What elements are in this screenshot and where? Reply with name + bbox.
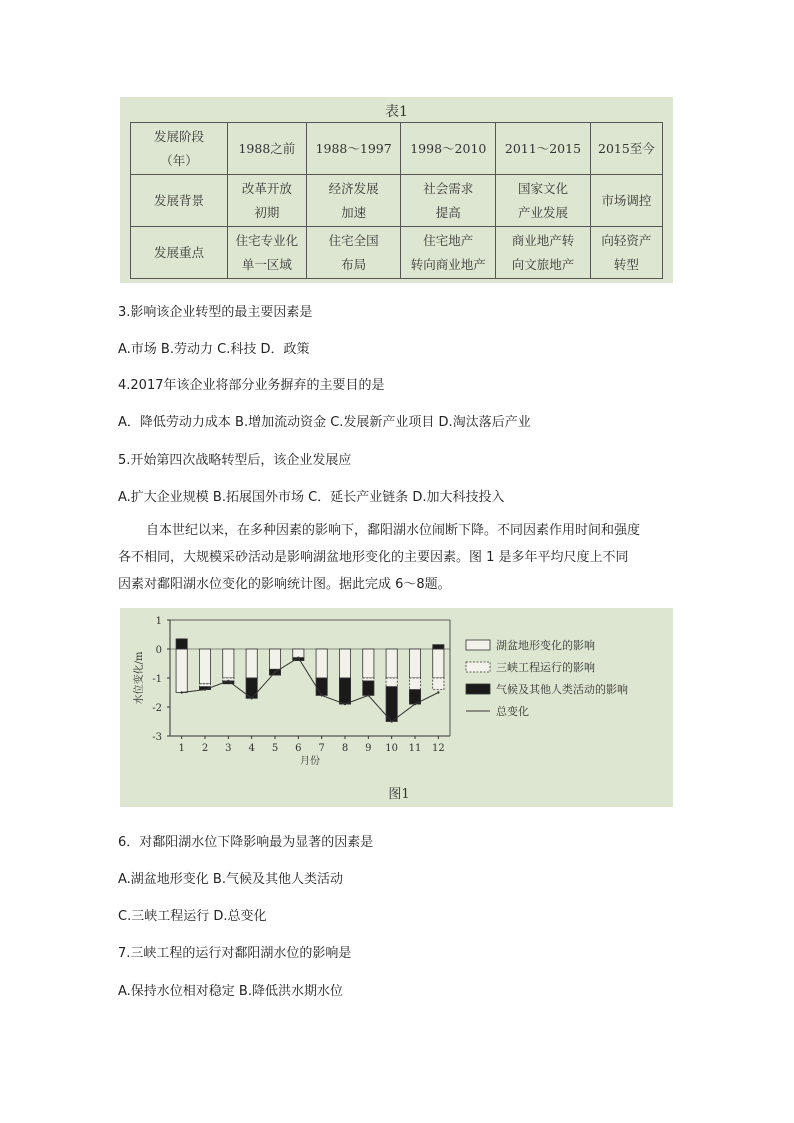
x-tick-label: 5: [271, 743, 279, 754]
table-header-stage: [131, 123, 228, 175]
passage: [118, 517, 678, 598]
table1: [130, 122, 663, 279]
x-tick-label: 1: [178, 743, 185, 754]
question-5-stem: 5.开始第四次战略转型后，该企业发展应: [118, 453, 352, 468]
bar-1: [269, 649, 280, 669]
row-label: 发展背景: [131, 175, 228, 227]
period-cell: 2015至今: [590, 123, 662, 175]
x-tick-label: 7: [318, 743, 325, 754]
passage-line: 因素对鄱阳湖水位变化的影响统计图。据此完成 6～8题。: [118, 577, 451, 592]
y-tick-label: -1: [152, 674, 162, 685]
legend-swatch: [466, 662, 490, 672]
cell-line: 转型: [613, 256, 639, 272]
bar-3: [339, 678, 350, 704]
table-cell: [228, 175, 307, 227]
total-change-point: [180, 691, 182, 693]
x-tick-label: 2: [201, 743, 209, 754]
total-change-point: [227, 680, 229, 682]
question-6-stem: 6．对鄱阳湖水位下降影响最为显著的因素是: [118, 835, 374, 850]
period-cell: 1988之前: [228, 123, 307, 175]
bar-1: [223, 649, 234, 678]
cell-line: 市场调控: [601, 192, 652, 208]
total-change-point: [297, 657, 299, 659]
x-tick-label: 12: [431, 743, 445, 754]
cell-line: 产业发展: [517, 204, 568, 220]
passage-line: 各不相同，大规模采砂活动是影响湖盆地形变化的主要因素。图 1 是多年平均尺度上不同: [118, 550, 629, 565]
header-label: 发展阶段: [153, 128, 204, 144]
question-5-options: A.扩大企业规模 B.拓展国外市场 C．延长产业链条 D.加大科技投入: [118, 490, 505, 505]
x-tick-label: 9: [365, 743, 372, 754]
cell-line: 初期: [254, 204, 280, 220]
cell-line: 单一区域: [241, 256, 292, 272]
y-axis-label: 水位变化/m: [134, 651, 145, 705]
total-change-point: [320, 694, 322, 696]
question-4-stem: 4.2017年该企业将部分业务摒弃的主要目的是: [118, 378, 385, 393]
table-cell: [590, 175, 662, 227]
figure1-chart: [120, 608, 673, 807]
legend-swatch: [466, 640, 490, 650]
legend-label: 三峡工程运行的影响: [496, 661, 595, 674]
table-cell: [306, 227, 401, 279]
cell-line: 社会需求: [423, 180, 474, 196]
cell-line: 向文旅地产: [511, 256, 575, 272]
total-change-point: [437, 691, 439, 693]
bar-1: [339, 649, 350, 678]
header-unit: （年）: [160, 152, 198, 168]
cell-line: 加速: [341, 204, 367, 220]
bar-3: [386, 687, 397, 722]
period-cell: 1988～1997: [306, 123, 401, 175]
table-cell: [228, 227, 307, 279]
table-cell: [401, 175, 496, 227]
cell-line: 布局: [341, 256, 367, 272]
bar-2: [363, 678, 374, 681]
bar-1: [363, 649, 374, 678]
cell-line: 住宅全国: [328, 232, 379, 248]
cell-line: 商业地产转: [511, 232, 575, 248]
question-6-options-line2: C.三峡工程运行 D.总变化: [118, 909, 267, 924]
bar-3: [176, 639, 187, 649]
legend-label: 气候及其他人类活动的影响: [496, 683, 628, 696]
cell-line: 转向商业地产: [410, 256, 486, 272]
x-tick-label: 11: [408, 743, 422, 754]
bar-1: [409, 649, 420, 678]
bar-3: [433, 645, 444, 649]
table1-scan: [120, 97, 673, 283]
cell-line: 住宅专业化: [235, 232, 299, 248]
table-cell: [306, 175, 401, 227]
total-change-line: [182, 658, 439, 722]
table-cell: [401, 227, 496, 279]
y-tick-label: -2: [152, 703, 162, 714]
figure1-scan: [120, 608, 673, 807]
table-cell: [496, 175, 591, 227]
total-change-point: [367, 694, 369, 696]
cell-line: 提高: [435, 204, 461, 220]
bar-1: [433, 649, 444, 678]
bar-2: [199, 684, 210, 687]
row-label: 发展重点: [131, 227, 228, 279]
bar-2: [409, 678, 420, 690]
question-4-options: A．降低劳动力成本 B.增加流动资金 C.发展新产业项目 D.淘汰落后产业: [118, 415, 531, 430]
question-7-options: A.保持水位相对稳定 B.降低洪水期水位: [118, 984, 343, 999]
bar-1: [386, 649, 397, 678]
bar-2: [433, 678, 444, 690]
legend-label: 总变化: [496, 705, 529, 718]
x-tick-label: 4: [248, 743, 255, 754]
bar-2: [386, 678, 397, 687]
table-cell: [496, 227, 591, 279]
period-cell: 2011～2015: [496, 123, 591, 175]
total-change-point: [390, 720, 392, 722]
period-cell: 1998～2010: [401, 123, 496, 175]
question-7-stem: 7.三峡工程的运行对鄱阳湖水位的影响是: [118, 946, 352, 961]
question-6-options-line1: A.湖盆地形变化 B.气候及其他人类活动: [118, 872, 343, 887]
legend-label: 湖盆地形变化的影响: [496, 639, 595, 652]
x-axis-label: 月份: [300, 756, 320, 767]
cell-line: 改革开放: [241, 180, 292, 196]
total-change-point: [274, 671, 276, 673]
table-row-header: [131, 123, 663, 175]
bar-3: [316, 678, 327, 695]
bar-3: [363, 681, 374, 696]
table-row-focus: [131, 227, 663, 279]
bar-1: [316, 649, 327, 678]
total-change-point: [414, 703, 416, 705]
y-tick-label: 0: [155, 645, 162, 656]
bar-1: [293, 649, 304, 658]
bar-1: [176, 649, 187, 693]
table1-caption: 表1: [385, 104, 408, 120]
cell-line: 经济发展: [328, 180, 379, 196]
y-tick-label: 1: [155, 616, 162, 627]
total-change-point: [250, 697, 252, 699]
question-3-stem: 3.影响该企业转型的最主要因素是: [118, 305, 313, 320]
total-change-point: [344, 703, 346, 705]
figure-caption: 图1: [388, 787, 410, 802]
passage-line: 自本世纪以来，在多种因素的影响下，鄱阳湖水位闹断下降。不同因素作用时间和强度: [146, 523, 641, 538]
cell-line: 向轻资产: [601, 232, 652, 248]
x-tick-label: 6: [295, 743, 302, 754]
table-row-background: [131, 175, 663, 227]
question-3-options: A.市场 B.劳动力 C.科技 D．政策: [118, 342, 310, 357]
cell-line: 国家文化: [517, 180, 568, 196]
x-tick-label: 8: [341, 743, 349, 754]
cell-line: 住宅地产: [423, 232, 474, 248]
bar-1: [246, 649, 257, 678]
bar-1: [199, 649, 210, 684]
y-tick-label: -3: [152, 732, 162, 743]
total-change-point: [204, 688, 206, 690]
x-tick-label: 3: [225, 743, 232, 754]
table-cell: [590, 227, 662, 279]
x-tick-label: 10: [385, 743, 399, 754]
legend-swatch: [466, 684, 490, 694]
